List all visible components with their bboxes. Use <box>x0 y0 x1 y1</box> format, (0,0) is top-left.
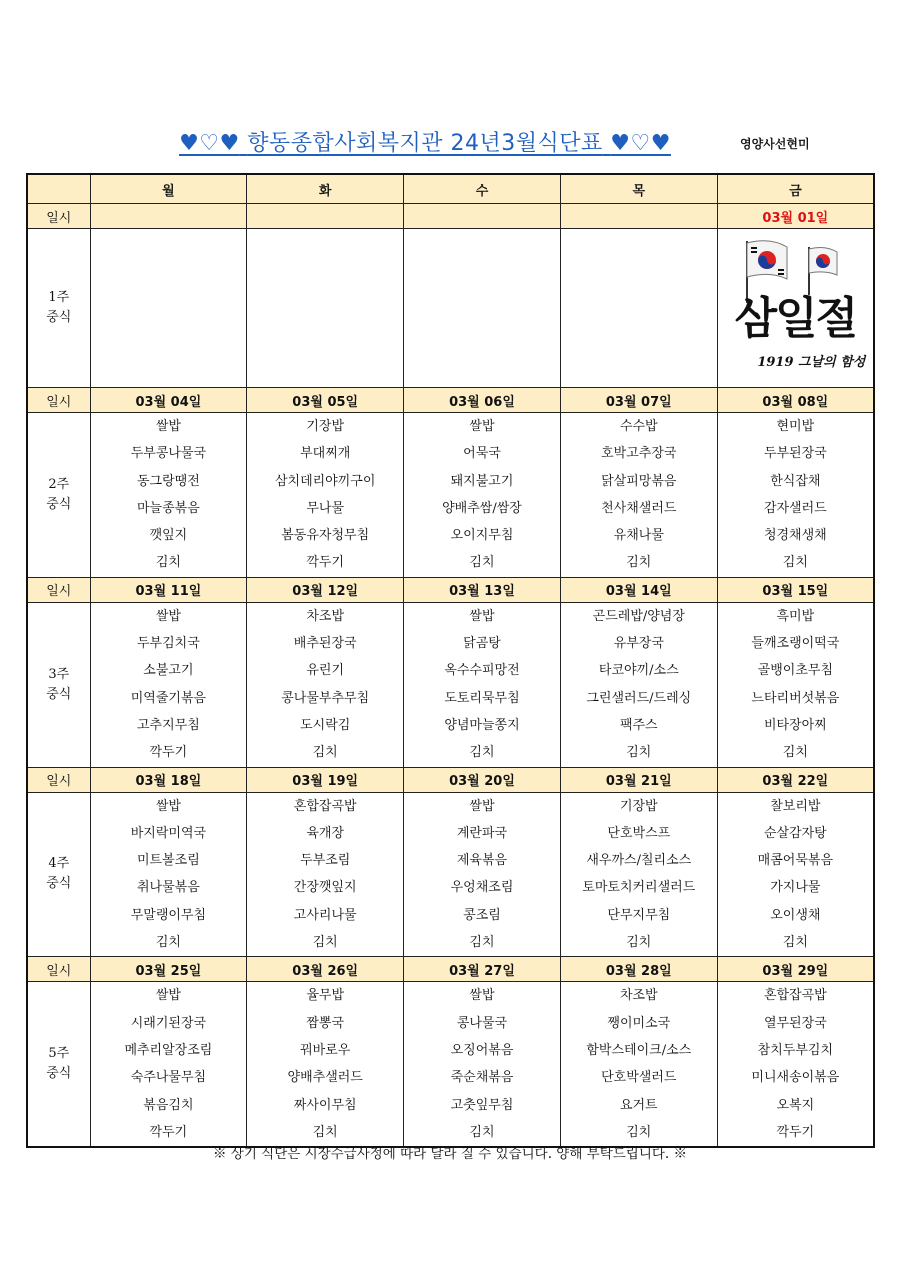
dish: 김치 <box>469 935 495 951</box>
menu-cell <box>90 602 247 767</box>
week-label-line: 2주 <box>48 476 70 492</box>
dish: 간장깻잎지 <box>293 880 357 896</box>
dish: 김치 <box>469 1124 495 1140</box>
dish: 유채나물 <box>613 528 664 544</box>
dish: 두부콩나물국 <box>130 446 207 462</box>
menu-cell <box>560 413 717 578</box>
dish: 양념마늘쫑지 <box>444 717 520 733</box>
dish: 오복지 <box>776 1097 815 1113</box>
menu-row <box>27 982 874 1147</box>
date-cell: 03월 15일 <box>717 577 874 602</box>
dish: 단호박샐러드 <box>601 1070 677 1086</box>
menu-cell <box>717 982 874 1147</box>
date-cell <box>247 204 404 229</box>
week-label <box>27 792 90 957</box>
dish: 비타장아찌 <box>763 717 827 733</box>
menu-cell <box>404 982 561 1147</box>
dish: 한식잡채 <box>770 473 821 489</box>
day-header: 금 <box>717 174 874 204</box>
dish: 옥수수피망전 <box>444 663 520 679</box>
dish: 골뱅이초무침 <box>757 663 834 679</box>
dish: 혼합잡곡밥 <box>293 798 357 814</box>
hearts-left-icon: ♥♡♥ <box>179 131 240 156</box>
date-row <box>27 577 874 602</box>
dish: 미역줄기볶음 <box>130 690 207 706</box>
date-label: 일시 <box>27 957 90 982</box>
date-cell: 03월 05일 <box>247 388 404 413</box>
week-label <box>27 602 90 767</box>
title-row <box>0 126 900 162</box>
dish: 쌀밥 <box>155 798 181 814</box>
dish: 느타리버섯볶음 <box>751 690 840 706</box>
date-cell: 03월 27일 <box>404 957 561 982</box>
dish: 들깨조랭이떡국 <box>751 636 840 652</box>
date-row <box>27 767 874 792</box>
dish: 꿔바로우 <box>300 1042 351 1058</box>
day-header-row <box>27 174 874 204</box>
week-label-line: 4주 <box>48 856 70 872</box>
dish: 단무지무침 <box>607 907 671 923</box>
dish: 깻잎지 <box>149 528 188 544</box>
menu-cell <box>404 602 561 767</box>
dish: 쌀밥 <box>155 608 181 624</box>
dish: 양배추샐러드 <box>287 1070 363 1086</box>
dish: 김치 <box>155 555 181 571</box>
dish: 기장밥 <box>619 798 658 814</box>
date-row <box>27 957 874 982</box>
date-cell: 03월 20일 <box>404 767 561 792</box>
dish: 토마토치커리샐러드 <box>582 880 696 896</box>
dish: 율무밥 <box>306 988 345 1004</box>
date-cell: 03월 21일 <box>560 767 717 792</box>
dish: 쌀밥 <box>469 419 495 434</box>
hearts-right-icon: ♥♡♥ <box>610 131 671 156</box>
date-cell <box>90 204 247 229</box>
dish: 흑미밥 <box>776 608 815 624</box>
dish: 오이지무침 <box>450 528 514 544</box>
dish: 짬뽕국 <box>306 1015 345 1031</box>
dish: 김치 <box>469 745 495 761</box>
dish: 두부김치국 <box>137 636 200 652</box>
dietitian-credit: 영양사선현미 <box>740 137 810 151</box>
dish: 기장밥 <box>306 419 345 434</box>
dish: 김치 <box>312 1124 338 1140</box>
dish: 깍두기 <box>149 745 188 761</box>
dish: 배추된장국 <box>293 636 357 652</box>
dish: 두부된장국 <box>763 446 827 462</box>
dish: 깍두기 <box>306 555 345 571</box>
menu-cell <box>90 413 247 578</box>
dish: 소불고기 <box>143 663 194 679</box>
dish: 김치 <box>626 745 652 761</box>
dish: 고추지무침 <box>137 717 200 733</box>
dish: 쌀밥 <box>469 988 495 1004</box>
dish: 오이생채 <box>770 907 821 923</box>
dish: 어묵국 <box>463 446 501 462</box>
dish: 함박스테이크/소스 <box>586 1042 692 1058</box>
day-header: 수 <box>404 174 561 204</box>
week-label-line: 5주 <box>48 1046 70 1062</box>
menu-cell <box>560 229 717 388</box>
date-label: 일시 <box>27 204 90 229</box>
dish: 김치 <box>626 555 652 571</box>
dish: 깍두기 <box>149 1124 188 1140</box>
dish: 수수밥 <box>619 419 658 434</box>
dish: 쌀밥 <box>155 988 181 1004</box>
menu-cell <box>717 792 874 957</box>
dish: 육개장 <box>306 825 345 841</box>
dish: 감자샐러드 <box>763 500 827 516</box>
week-label-line: 1주 <box>48 290 70 305</box>
week-label-line: 중식 <box>46 686 72 702</box>
week-label <box>27 982 90 1147</box>
menu-cell <box>90 792 247 957</box>
date-cell: 03월 14일 <box>560 577 717 602</box>
dish: 시래기된장국 <box>130 1015 207 1031</box>
dish: 숙주나물무침 <box>130 1070 207 1086</box>
date-cell: 03월 29일 <box>717 957 874 982</box>
dish: 찰보리밥 <box>770 798 821 814</box>
dish: 도시락김 <box>300 717 351 733</box>
menu-cell <box>247 602 404 767</box>
dish: 타코야끼/소스 <box>598 663 679 679</box>
dish: 김치 <box>626 1124 652 1140</box>
dish: 청경채생채 <box>763 528 827 544</box>
menu-row <box>27 413 874 578</box>
dish: 오징어볶음 <box>450 1042 514 1058</box>
holiday-illustration <box>725 233 865 383</box>
menu-row <box>27 602 874 767</box>
dish: 콩나물부추무침 <box>281 690 370 706</box>
date-cell: 03월 06일 <box>404 388 561 413</box>
date-cell: 03월 28일 <box>560 957 717 982</box>
dish: 취나물볶음 <box>137 880 200 896</box>
dish: 콩조림 <box>463 907 501 923</box>
dish: 김치 <box>312 935 338 951</box>
dish: 콩나물국 <box>456 1015 508 1031</box>
dish: 호박고추장국 <box>601 446 677 462</box>
dish: 곤드레밥/양념장 <box>592 608 685 624</box>
dish: 참치두부김치 <box>757 1042 834 1058</box>
week-label <box>27 229 90 388</box>
menu-cell <box>247 229 404 388</box>
title-text: 향동종합사회복지관 24년3월식단표 <box>247 131 603 156</box>
date-cell: 03월 26일 <box>247 957 404 982</box>
menu-cell <box>717 602 874 767</box>
dish: 쌀밥 <box>469 608 495 624</box>
date-cell: 03월 08일 <box>717 388 874 413</box>
dish: 닭살피망볶음 <box>601 473 677 489</box>
menu-cell <box>404 413 561 578</box>
dish: 유부장국 <box>613 636 664 652</box>
dish: 도토리묵무침 <box>444 690 520 706</box>
menu-table <box>26 173 875 1148</box>
date-row <box>27 204 874 229</box>
dish: 김치 <box>155 935 181 951</box>
menu-cell <box>247 982 404 1147</box>
dish: 김치 <box>626 935 652 951</box>
date-cell: 03월 19일 <box>247 767 404 792</box>
week-label-line: 중식 <box>46 876 72 892</box>
dish: 양배추쌈/쌈장 <box>442 500 522 516</box>
dish: 깍두기 <box>776 1124 815 1140</box>
menu-row <box>27 229 874 388</box>
date-cell: 03월 04일 <box>90 388 247 413</box>
date-cell: 03월 07일 <box>560 388 717 413</box>
dish: 혼합잡곡밥 <box>763 988 827 1004</box>
dish: 요거트 <box>619 1097 658 1113</box>
dish: 그린샐러드/드레싱 <box>586 690 692 706</box>
menu-cell <box>90 982 247 1147</box>
dish: 미니새송이볶음 <box>751 1070 840 1086</box>
date-row <box>27 388 874 413</box>
dish: 닭곰탕 <box>463 636 501 652</box>
dish: 제육볶음 <box>456 853 508 869</box>
menu-row <box>27 792 874 957</box>
date-cell: 03월 18일 <box>90 767 247 792</box>
dish: 유린기 <box>306 663 345 679</box>
dish: 두부조림 <box>300 853 351 869</box>
week-label-line: 중식 <box>46 496 72 512</box>
holiday-subtitle: 1919 그날의 함성 <box>757 355 866 370</box>
dish: 무말랭이무침 <box>130 907 207 923</box>
dish: 가지나물 <box>770 880 821 896</box>
dish: 미트볼조림 <box>137 853 200 869</box>
page-title <box>135 126 715 157</box>
dish: 고사리나물 <box>293 907 357 923</box>
dish: 새우까스/칠리소스 <box>586 853 692 869</box>
date-cell: 03월 25일 <box>90 957 247 982</box>
week-label-line: 3주 <box>48 666 70 682</box>
dish: 무나물 <box>306 500 345 516</box>
date-cell: 03월 12일 <box>247 577 404 602</box>
dish: 고춧잎무침 <box>450 1097 514 1113</box>
dish: 매콤어묵볶음 <box>757 853 834 869</box>
menu-cell <box>404 229 561 388</box>
dish: 동그랑땡전 <box>137 473 200 489</box>
footer-note: ※ 상기 식단은 시장수급사정에 따라 달라 질 수 있습니다. 양해 부탁드립니다. ※ <box>212 1146 687 1162</box>
dish: 우엉채조림 <box>450 880 514 896</box>
dish: 메추리알장조림 <box>124 1042 213 1058</box>
day-header: 화 <box>247 174 404 204</box>
menu-cell <box>247 792 404 957</box>
week-label <box>27 413 90 578</box>
dish: 부대찌개 <box>300 446 351 462</box>
dish: 볶음김치 <box>143 1097 194 1113</box>
date-cell: 03월 22일 <box>717 767 874 792</box>
menu-cell <box>717 413 874 578</box>
menu-cell <box>90 229 247 388</box>
dish: 마늘종볶음 <box>137 500 200 516</box>
date-cell: 03월 01일 <box>717 204 874 229</box>
dish: 쌀밥 <box>155 419 181 434</box>
dish: 계란파국 <box>456 825 508 841</box>
dish: 천사채샐러드 <box>601 500 677 516</box>
dish: 쌀밥 <box>469 798 495 814</box>
dish: 짜사이무침 <box>293 1097 357 1113</box>
menu-cell <box>560 982 717 1147</box>
dish: 돼지불고기 <box>450 473 514 489</box>
menu-cell <box>247 413 404 578</box>
date-cell <box>404 204 561 229</box>
dish: 순살감자탕 <box>763 825 827 841</box>
dish: 봄동유자청무침 <box>281 528 370 544</box>
week-label-line: 중식 <box>46 310 72 325</box>
menu-cell <box>560 602 717 767</box>
dish: 바지락미역국 <box>130 825 207 841</box>
dish: 단호박스프 <box>607 825 671 841</box>
week-label-line: 중식 <box>46 1066 72 1082</box>
menu-cell <box>560 792 717 957</box>
dish: 팩주스 <box>619 717 658 733</box>
dish: 김치 <box>782 935 808 951</box>
dish: 삼치데리야끼구이 <box>274 473 376 489</box>
day-header: 월 <box>90 174 247 204</box>
date-label: 일시 <box>27 388 90 413</box>
dish: 김치 <box>782 555 808 571</box>
dish: 현미밥 <box>776 419 815 434</box>
dish: 차조밥 <box>619 988 658 1004</box>
dish: 김치 <box>469 555 495 571</box>
date-cell: 03월 13일 <box>404 577 561 602</box>
date-cell <box>560 204 717 229</box>
date-label: 일시 <box>27 577 90 602</box>
corner-cell <box>27 174 90 204</box>
menu-cell <box>717 229 874 388</box>
dish: 쨍이미소국 <box>607 1015 671 1031</box>
holiday-title: 삼일절 <box>734 293 857 344</box>
dish: 김치 <box>782 745 808 761</box>
dish: 죽순채볶음 <box>450 1070 514 1086</box>
dish: 김치 <box>312 745 338 761</box>
dish: 열무된장국 <box>763 1015 827 1031</box>
date-label: 일시 <box>27 767 90 792</box>
dish: 차조밥 <box>306 608 345 624</box>
date-cell: 03월 11일 <box>90 577 247 602</box>
day-header: 목 <box>560 174 717 204</box>
menu-cell <box>404 792 561 957</box>
